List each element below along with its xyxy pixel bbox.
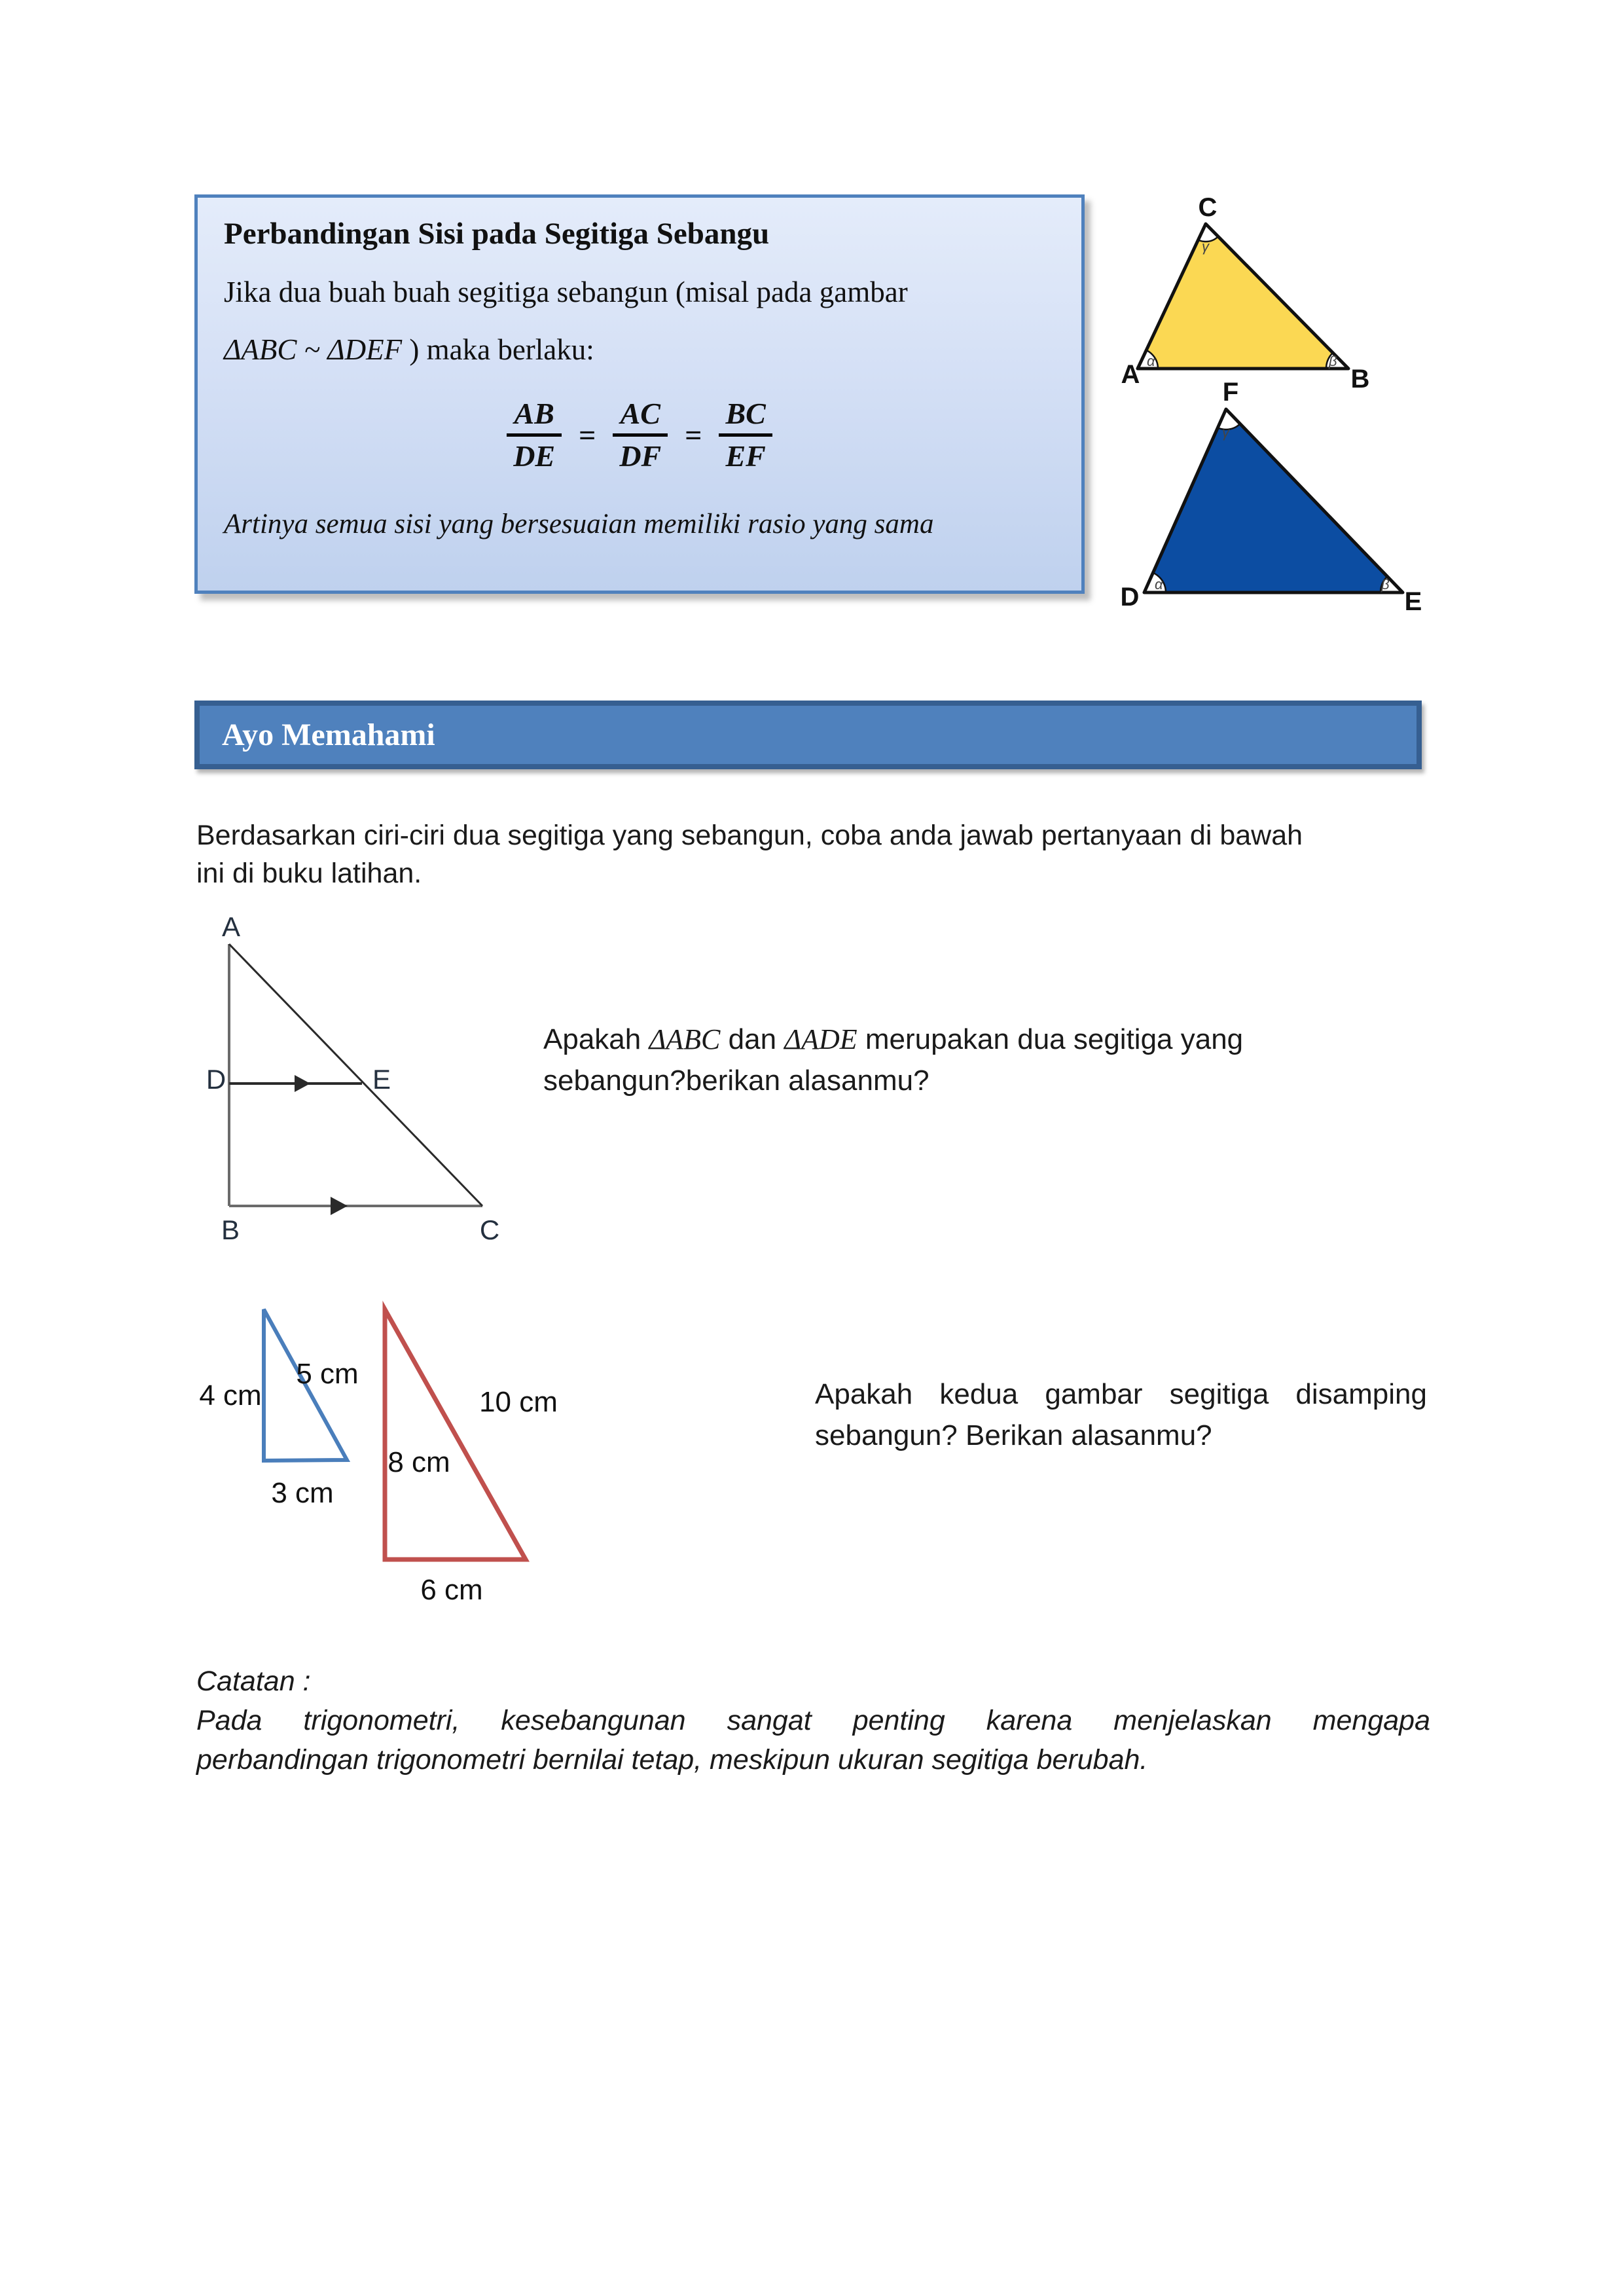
fraction-numerator: BC — [719, 397, 772, 437]
angle-gamma-label: γ — [1222, 424, 1229, 441]
fraction-ac-df — [613, 397, 668, 473]
intro-paragraph — [196, 816, 1440, 892]
fraction-denominator: DF — [619, 439, 662, 473]
point-a-label: A — [221, 911, 241, 942]
question-1-line2: sebangun?berikan alasanmu? — [543, 1065, 929, 1097]
question-1 — [543, 1019, 1329, 1101]
red-hypotenuse-label: 10 cm — [479, 1386, 558, 1418]
fraction-denominator: DE — [513, 439, 556, 473]
note-section — [196, 1662, 1430, 1779]
measured-triangle-pair — [196, 1283, 818, 1624]
ayo-memahami-banner — [194, 701, 1422, 769]
fraction-bc-ef — [719, 397, 772, 473]
question-2 — [815, 1374, 1427, 1456]
intro-line1: Berdasarkan ciri-ciri dua segitiga yang sebangun, coba anda jawab pertanyaan di bawah — [196, 820, 1303, 851]
q1-math-abc: ΔABC — [649, 1023, 721, 1055]
note-heading: Catatan : — [196, 1666, 311, 1697]
triangle-abc-de-diagram — [196, 910, 524, 1250]
info-box-line1: Jika dua buah buah segitiga sebangun (misal pada gambar — [224, 276, 908, 308]
fraction-numerator: AC — [613, 397, 668, 437]
info-box-line2-rest: ) maka berlaku: — [402, 333, 594, 366]
vertex-a-label: A — [1121, 360, 1140, 389]
question-2-line1: Apakah kedua gambar segitiga disamping — [815, 1378, 1427, 1410]
info-box-line2 — [224, 331, 1055, 368]
angle-beta-label: β — [1329, 353, 1337, 369]
info-box-footer: Artinya semua sisi yang bersesuaian memiliki rasio yang sama — [224, 509, 934, 539]
vertex-d-label: D — [1120, 583, 1140, 611]
blue-base-label: 3 cm — [271, 1477, 334, 1509]
fraction-denominator: EF — [725, 439, 766, 473]
banner-label: Ayo Memahami — [222, 718, 435, 752]
vertex-c-label: C — [1198, 193, 1218, 222]
info-box-title: Perbandingan Sisi pada Segitiga Sebangu — [224, 217, 770, 251]
large-red-triangle — [385, 1309, 526, 1559]
point-e-label: E — [372, 1064, 391, 1095]
note-line2: perbandingan trigonometri bernilai tetap, meskipun ukuran segitiga berubah. — [196, 1744, 1148, 1776]
q1-text: Apakah — [543, 1023, 649, 1055]
blue-triangle-def — [1121, 378, 1425, 616]
point-c-label: C — [479, 1214, 500, 1245]
angle-gamma-label: γ — [1202, 238, 1209, 255]
q1-text: dan — [720, 1023, 785, 1055]
vertex-e-label: E — [1404, 587, 1422, 616]
vertex-b-label: B — [1350, 365, 1370, 393]
angle-alpha-label: α — [1147, 353, 1155, 369]
q1-math-ade: ΔADE — [784, 1023, 857, 1055]
similarity-info-box — [194, 194, 1085, 594]
similar-triangles-figure — [1113, 193, 1479, 616]
question-1-line1 — [543, 1019, 1329, 1060]
note-line1: Pada trigonometri, kesebangunan sangat penting karena menjelaskan mengapa — [196, 1705, 1430, 1736]
similarity-statement: ΔABC ~ ΔDEF — [224, 333, 403, 366]
blue-left-side-label: 4 cm — [199, 1379, 262, 1412]
fraction-ab-de — [507, 397, 562, 473]
equals-sign: = — [685, 418, 702, 452]
red-base-label: 6 cm — [420, 1574, 483, 1606]
fraction-numerator: AB — [507, 397, 562, 437]
question-2-line2: sebangun? Berikan alasanmu? — [815, 1419, 1212, 1451]
red-left-side-label: 8 cm — [388, 1446, 450, 1478]
intro-line2: ini di buku latihan. — [196, 858, 422, 889]
vertex-f-label: F — [1222, 378, 1239, 407]
q1-text: merupakan dua segitiga yang — [857, 1023, 1244, 1055]
angle-beta-label: β — [1381, 576, 1390, 592]
side-ac-line — [229, 944, 482, 1206]
angle-alpha-label: α — [1155, 576, 1163, 592]
ratio-formula — [224, 397, 1055, 473]
bc-direction-arrow-icon — [331, 1197, 348, 1215]
de-direction-arrow-icon — [295, 1075, 310, 1092]
point-b-label: B — [221, 1214, 240, 1245]
equals-sign: = — [579, 418, 596, 452]
blue-hypotenuse-label: 5 cm — [296, 1358, 359, 1390]
point-d-label: D — [206, 1064, 226, 1095]
yellow-triangle-abc — [1117, 193, 1371, 393]
